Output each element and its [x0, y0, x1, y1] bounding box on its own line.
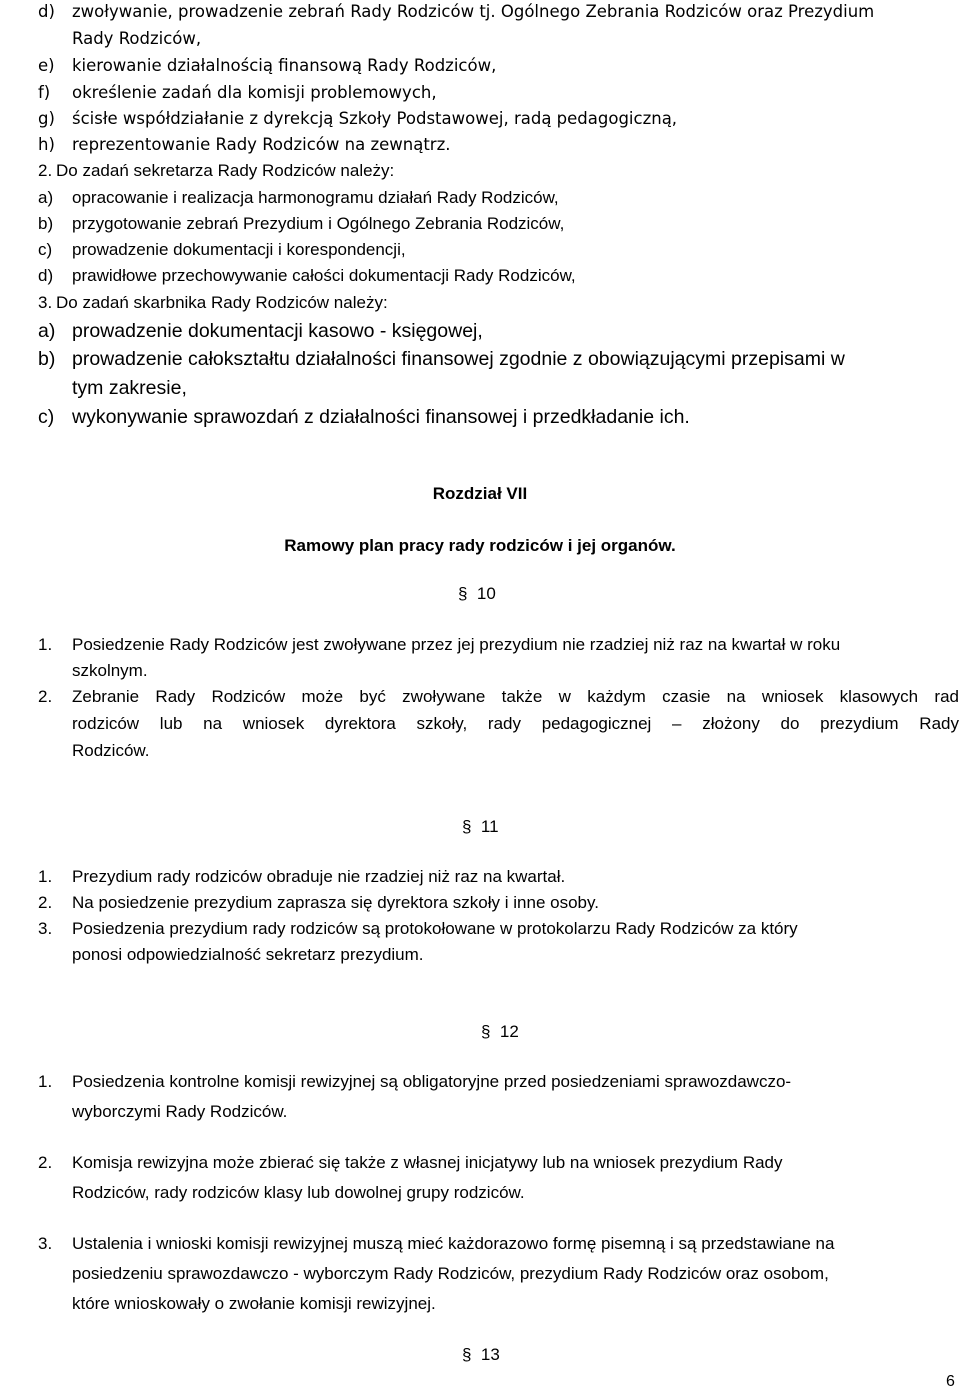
paragraph-number: § 11 — [462, 817, 499, 836]
document-page: d) zwoływanie, prowadzenie zebrań Rady Rodziców tj. Ogólnego Zebrania Rodziców oraz Prezydium Rady Rodziców, e) kierowanie działalnością finansową Rady Rodziców, f) określenie zadań dla komisji problemowych, g) ścisłe współdziałanie z dyrekcją Szkoły Podstawowej, radą pedagogiczną, h) reprezentowanie Rady Rodziców na zewnątrz. 2. Do zadań sekretarza Rady Rodziców należy: a) opracowanie i realizacja harmonogramu działań Rady Rodziców, b) przygotowanie zebrań Prezydium i Ogólnego Zebrania Rodziców, c) prowadzenie dokumentacji i korespondencji, d) prawidłowe przechowywanie całości dokumentacji Rady Rodziców, 3. Do zadań skarbnika Rady Rodziców należy: a) prowadzenie dokumentacji kasowo - księgowej, b) prowadzenie całokształtu działalności finansowej zgodnie z obowiązującymi przepisami w tym zakresie, c) wykonywanie sprawozdań z działalności finansowej i przedkładanie ich. Rozdział VII Ramowy plan pracy rady rodziców i jej organów. § 10 1. Posiedzenie Rady Rodziców jest zwoływane przez jej prezydium nie rzadziej niż raz na kwartał w roku szkolnym. 2. Zebranie Rady Rodziców może być zwoływane także w każdym czasie na wniosek klasowych rad rodziców lub na wniosek dyrektora szkoły, rady pedagogicznej – złożony do prezydium Rady Rodziców. § 11 1. Prezydium rady rodziców obraduje nie rzadziej niż raz na kwartał. 2. Na posiedzenie prezydium zaprasza się dyrektora szkoły i inne osoby. 3. Posiedzenia prezydium rady rodziców są protokołowane w protokolarzu Rady Rodziców za który ponosi odpowiedzialność sekretarz prezydium. § 12 1. Posiedzenia kontrolne komisji rewizyjnej są obligatoryjne przed posiedzeniami sprawozdawczo- wyborczymi Rady Rodziców. 2. Komisja rewizyjna może zbierać się także z własnej inicjatywy lub na wniosek prezydium Rady Rodziców, rady rodziców klasy lub dowolnej grupy rodziców. 3. Ustalenia i wnioski komisji rewizyjnej muszą mieć każdorazowo formę pisemną i są przedstawiane na posiedzeniu sprawozdawczo - wyborczym Rady Rodziców, prezydium Rady Rodziców oraz osobom, które wnioskowały o zwołanie komisji rewizyjnej. § 13 6 — [0, 0, 960, 1395]
paragraph-number: § 10 — [458, 584, 496, 603]
page-number: 6 — [946, 1373, 955, 1390]
paragraph-number: § 13 — [462, 1345, 500, 1364]
chapter-subtitle: Ramowy plan pracy rady rodziców i jej organów. — [284, 536, 676, 555]
paragraph-number: § 12 — [481, 1022, 519, 1041]
chapter-title: Rozdział VII — [432, 484, 528, 503]
